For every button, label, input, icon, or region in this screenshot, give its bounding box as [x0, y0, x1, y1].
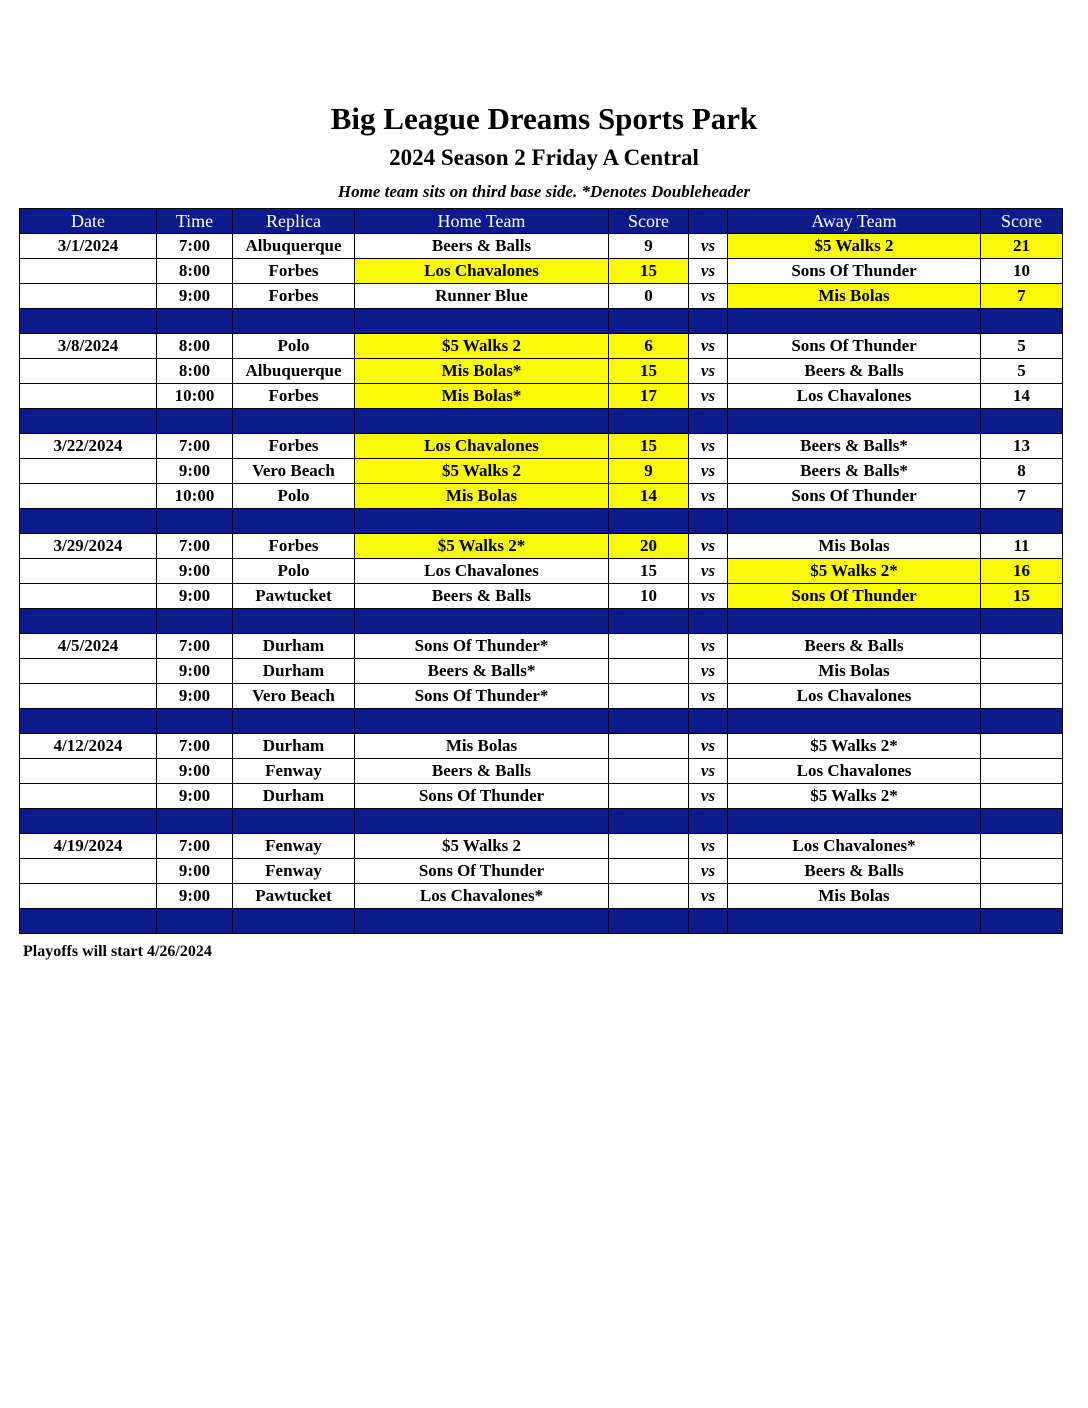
home-score-cell: 20: [609, 534, 689, 559]
vs-cell: vs: [689, 334, 728, 359]
away-team-cell: Mis Bolas: [728, 534, 981, 559]
away-team-cell: Sons Of Thunder: [728, 259, 981, 284]
field-cell: Fenway: [233, 759, 355, 784]
header-date: Date: [20, 209, 157, 234]
date-cell: [20, 259, 157, 284]
game-row: [20, 659, 1063, 684]
separator-cell: [233, 809, 355, 834]
field-cell: Fenway: [233, 859, 355, 884]
week-separator-row: [20, 409, 1063, 434]
separator-cell: [981, 409, 1063, 434]
away-team-cell: Los Chavalones*: [728, 834, 981, 859]
vs-cell: vs: [689, 734, 728, 759]
time-cell: 9:00: [157, 559, 233, 584]
page-title: Big League Dreams Sports Park: [330, 101, 758, 136]
home-score-cell: [609, 834, 689, 859]
date-cell: [20, 859, 157, 884]
game-row: [20, 434, 1063, 459]
week-separator-row: [20, 909, 1063, 934]
separator-cell: [355, 509, 609, 534]
away-team-cell: Mis Bolas: [728, 284, 981, 309]
separator-cell: [981, 309, 1063, 334]
home-team-cell: Beers & Balls*: [355, 659, 609, 684]
separator-cell: [157, 809, 233, 834]
week-separator-row: [20, 509, 1063, 534]
home-team-cell: Sons Of Thunder: [355, 784, 609, 809]
separator-cell: [689, 909, 728, 934]
away-score-cell: 7: [981, 284, 1063, 309]
separator-cell: [233, 309, 355, 334]
game-row: [20, 634, 1063, 659]
away-score-cell: 5: [981, 334, 1063, 359]
separator-cell: [689, 609, 728, 634]
away-team-cell: $5 Walks 2*: [728, 784, 981, 809]
separator-cell: [233, 409, 355, 434]
home-team-cell: Beers & Balls: [355, 234, 609, 259]
away-score-cell: 21: [981, 234, 1063, 259]
home-team-cell: Mis Bolas: [355, 484, 609, 509]
time-cell: 7:00: [157, 534, 233, 559]
date-cell: 3/8/2024: [20, 334, 157, 359]
date-cell: [20, 559, 157, 584]
vs-cell: vs: [689, 234, 728, 259]
separator-cell: [609, 609, 689, 634]
game-row: [20, 234, 1063, 259]
home-team-cell: Mis Bolas: [355, 734, 609, 759]
away-score-cell: 11: [981, 534, 1063, 559]
field-cell: Forbes: [233, 284, 355, 309]
time-cell: 8:00: [157, 334, 233, 359]
separator-cell: [689, 309, 728, 334]
separator-cell: [609, 909, 689, 934]
home-score-cell: 9: [609, 459, 689, 484]
home-score-cell: [609, 734, 689, 759]
away-team-cell: $5 Walks 2: [728, 234, 981, 259]
separator-cell: [20, 909, 157, 934]
game-row: [20, 759, 1063, 784]
home-team-cell: Sons Of Thunder: [355, 859, 609, 884]
time-cell: 7:00: [157, 634, 233, 659]
week-separator-row: [20, 809, 1063, 834]
away-team-cell: Beers & Balls*: [728, 459, 981, 484]
separator-cell: [728, 909, 981, 934]
vs-cell: vs: [689, 559, 728, 584]
vs-cell: vs: [689, 784, 728, 809]
away-score-cell: 14: [981, 384, 1063, 409]
header-vs: [689, 209, 728, 234]
time-cell: 8:00: [157, 359, 233, 384]
field-cell: Vero Beach: [233, 684, 355, 709]
separator-cell: [233, 509, 355, 534]
date-cell: 3/1/2024: [20, 234, 157, 259]
week-separator-row: [20, 309, 1063, 334]
separator-cell: [157, 909, 233, 934]
header-row: [20, 209, 1063, 234]
schedule-note: Home team sits on third base side. *Denotes Doubleheader: [337, 182, 751, 201]
away-team-cell: Los Chavalones: [728, 384, 981, 409]
game-row: [20, 834, 1063, 859]
home-score-cell: 15: [609, 559, 689, 584]
separator-cell: [981, 709, 1063, 734]
home-team-cell: $5 Walks 2: [355, 834, 609, 859]
home-score-cell: [609, 659, 689, 684]
home-team-cell: Los Chavalones: [355, 434, 609, 459]
header-away-team: Away Team: [728, 209, 981, 234]
home-team-cell: Beers & Balls: [355, 759, 609, 784]
home-score-cell: 15: [609, 259, 689, 284]
away-score-cell: [981, 684, 1063, 709]
date-cell: [20, 359, 157, 384]
away-score-cell: 15: [981, 584, 1063, 609]
vs-cell: vs: [689, 634, 728, 659]
field-cell: Pawtucket: [233, 884, 355, 909]
week-separator-row: [20, 609, 1063, 634]
separator-cell: [728, 709, 981, 734]
away-team-cell: Sons Of Thunder: [728, 334, 981, 359]
separator-cell: [233, 709, 355, 734]
separator-cell: [981, 909, 1063, 934]
field-cell: Durham: [233, 734, 355, 759]
separator-cell: [20, 709, 157, 734]
field-cell: Durham: [233, 659, 355, 684]
date-cell: 4/19/2024: [20, 834, 157, 859]
header-home-team: Home Team: [355, 209, 609, 234]
game-row: [20, 459, 1063, 484]
separator-cell: [355, 909, 609, 934]
separator-cell: [20, 809, 157, 834]
field-cell: Albuquerque: [233, 359, 355, 384]
vs-cell: vs: [689, 284, 728, 309]
game-row: [20, 259, 1063, 284]
separator-cell: [355, 809, 609, 834]
vs-cell: vs: [689, 534, 728, 559]
away-score-cell: [981, 759, 1063, 784]
home-team-cell: $5 Walks 2: [355, 459, 609, 484]
separator-cell: [981, 809, 1063, 834]
away-score-cell: 13: [981, 434, 1063, 459]
date-cell: [20, 659, 157, 684]
separator-cell: [20, 609, 157, 634]
schedule-body: [20, 234, 1063, 934]
home-score-cell: 17: [609, 384, 689, 409]
header-away-score: Score: [981, 209, 1063, 234]
separator-cell: [609, 809, 689, 834]
game-row: [20, 534, 1063, 559]
separator-cell: [981, 609, 1063, 634]
date-cell: [20, 784, 157, 809]
separator-cell: [355, 609, 609, 634]
field-cell: Polo: [233, 484, 355, 509]
vs-cell: vs: [689, 384, 728, 409]
separator-cell: [689, 509, 728, 534]
away-team-cell: Los Chavalones: [728, 759, 981, 784]
field-cell: Forbes: [233, 434, 355, 459]
home-score-cell: [609, 684, 689, 709]
home-score-cell: 15: [609, 359, 689, 384]
field-cell: Albuquerque: [233, 234, 355, 259]
game-row: [20, 584, 1063, 609]
field-cell: Pawtucket: [233, 584, 355, 609]
vs-cell: vs: [689, 359, 728, 384]
vs-cell: vs: [689, 684, 728, 709]
separator-cell: [689, 709, 728, 734]
vs-cell: vs: [689, 259, 728, 284]
away-score-cell: 8: [981, 459, 1063, 484]
field-cell: Durham: [233, 784, 355, 809]
date-cell: [20, 684, 157, 709]
separator-cell: [20, 509, 157, 534]
time-cell: 10:00: [157, 484, 233, 509]
time-cell: 9:00: [157, 284, 233, 309]
away-team-cell: Beers & Balls*: [728, 434, 981, 459]
home-team-cell: Mis Bolas*: [355, 359, 609, 384]
away-team-cell: Sons Of Thunder: [728, 584, 981, 609]
date-cell: 3/22/2024: [20, 434, 157, 459]
time-cell: 10:00: [157, 384, 233, 409]
week-separator-row: [20, 709, 1063, 734]
home-score-cell: 0: [609, 284, 689, 309]
vs-cell: vs: [689, 459, 728, 484]
vs-cell: vs: [689, 584, 728, 609]
home-score-cell: [609, 884, 689, 909]
vs-cell: vs: [689, 759, 728, 784]
game-row: [20, 284, 1063, 309]
header-home-score: Score: [609, 209, 689, 234]
home-team-cell: Los Chavalones: [355, 259, 609, 284]
separator-cell: [20, 409, 157, 434]
time-cell: 9:00: [157, 884, 233, 909]
separator-cell: [728, 609, 981, 634]
page-subtitle: 2024 Season 2 Friday A Central: [389, 145, 699, 170]
time-cell: 9:00: [157, 759, 233, 784]
away-team-cell: Mis Bolas: [728, 659, 981, 684]
separator-cell: [233, 609, 355, 634]
away-score-cell: [981, 784, 1063, 809]
home-team-cell: Runner Blue: [355, 284, 609, 309]
field-cell: Durham: [233, 634, 355, 659]
date-cell: [20, 384, 157, 409]
home-score-cell: [609, 784, 689, 809]
separator-cell: [609, 409, 689, 434]
away-team-cell: Beers & Balls: [728, 859, 981, 884]
home-score-cell: 14: [609, 484, 689, 509]
home-team-cell: Los Chavalones*: [355, 884, 609, 909]
game-row: [20, 784, 1063, 809]
time-cell: 9:00: [157, 784, 233, 809]
away-score-cell: [981, 884, 1063, 909]
vs-cell: vs: [689, 434, 728, 459]
away-team-cell: $5 Walks 2*: [728, 734, 981, 759]
separator-cell: [728, 509, 981, 534]
separator-cell: [609, 309, 689, 334]
separator-cell: [157, 709, 233, 734]
time-cell: 9:00: [157, 459, 233, 484]
game-row: [20, 559, 1063, 584]
time-cell: 7:00: [157, 734, 233, 759]
separator-cell: [981, 509, 1063, 534]
separator-cell: [233, 909, 355, 934]
away-score-cell: [981, 834, 1063, 859]
date-cell: 4/5/2024: [20, 634, 157, 659]
separator-cell: [157, 609, 233, 634]
vs-cell: vs: [689, 834, 728, 859]
vs-cell: vs: [689, 884, 728, 909]
separator-cell: [355, 409, 609, 434]
field-cell: Polo: [233, 559, 355, 584]
separator-cell: [728, 309, 981, 334]
home-score-cell: [609, 634, 689, 659]
vs-cell: vs: [689, 859, 728, 884]
schedule-table: [19, 208, 1063, 934]
separator-cell: [689, 409, 728, 434]
home-score-cell: 10: [609, 584, 689, 609]
away-team-cell: $5 Walks 2*: [728, 559, 981, 584]
time-cell: 9:00: [157, 584, 233, 609]
away-team-cell: Mis Bolas: [728, 884, 981, 909]
separator-cell: [157, 409, 233, 434]
field-cell: Forbes: [233, 534, 355, 559]
time-cell: 8:00: [157, 259, 233, 284]
game-row: [20, 384, 1063, 409]
game-row: [20, 859, 1063, 884]
home-team-cell: Sons Of Thunder*: [355, 684, 609, 709]
date-cell: [20, 484, 157, 509]
away-score-cell: 5: [981, 359, 1063, 384]
time-cell: 9:00: [157, 859, 233, 884]
away-score-cell: 10: [981, 259, 1063, 284]
time-cell: 9:00: [157, 659, 233, 684]
away-team-cell: Beers & Balls: [728, 634, 981, 659]
separator-cell: [728, 809, 981, 834]
header-time: Time: [157, 209, 233, 234]
home-team-cell: Sons Of Thunder*: [355, 634, 609, 659]
separator-cell: [689, 809, 728, 834]
home-score-cell: [609, 859, 689, 884]
time-cell: 7:00: [157, 434, 233, 459]
date-cell: 4/12/2024: [20, 734, 157, 759]
home-score-cell: [609, 759, 689, 784]
game-row: [20, 734, 1063, 759]
playoffs-note: Playoffs will start 4/26/2024: [23, 943, 212, 960]
separator-cell: [20, 309, 157, 334]
date-cell: [20, 459, 157, 484]
header-replica: Replica: [233, 209, 355, 234]
home-team-cell: Los Chavalones: [355, 559, 609, 584]
game-row: [20, 484, 1063, 509]
field-cell: Polo: [233, 334, 355, 359]
vs-cell: vs: [689, 659, 728, 684]
game-row: [20, 884, 1063, 909]
separator-cell: [728, 409, 981, 434]
home-score-cell: 6: [609, 334, 689, 359]
time-cell: 7:00: [157, 234, 233, 259]
home-team-cell: $5 Walks 2: [355, 334, 609, 359]
separator-cell: [355, 309, 609, 334]
separator-cell: [157, 309, 233, 334]
separator-cell: [355, 709, 609, 734]
away-team-cell: Los Chavalones: [728, 684, 981, 709]
away-score-cell: 7: [981, 484, 1063, 509]
away-score-cell: [981, 659, 1063, 684]
away-team-cell: Beers & Balls: [728, 359, 981, 384]
away-score-cell: [981, 859, 1063, 884]
away-score-cell: [981, 734, 1063, 759]
away-score-cell: [981, 634, 1063, 659]
time-cell: 9:00: [157, 684, 233, 709]
field-cell: Vero Beach: [233, 459, 355, 484]
date-cell: [20, 884, 157, 909]
home-team-cell: $5 Walks 2*: [355, 534, 609, 559]
away-team-cell: Sons Of Thunder: [728, 484, 981, 509]
time-cell: 7:00: [157, 834, 233, 859]
field-cell: Forbes: [233, 259, 355, 284]
date-cell: 3/29/2024: [20, 534, 157, 559]
game-row: [20, 334, 1063, 359]
game-row: [20, 359, 1063, 384]
game-row: [20, 684, 1063, 709]
home-team-cell: Mis Bolas*: [355, 384, 609, 409]
vs-cell: vs: [689, 484, 728, 509]
home-score-cell: 9: [609, 234, 689, 259]
field-cell: Fenway: [233, 834, 355, 859]
separator-cell: [609, 709, 689, 734]
separator-cell: [609, 509, 689, 534]
home-team-cell: Beers & Balls: [355, 584, 609, 609]
away-score-cell: 16: [981, 559, 1063, 584]
date-cell: [20, 759, 157, 784]
field-cell: Forbes: [233, 384, 355, 409]
home-score-cell: 15: [609, 434, 689, 459]
date-cell: [20, 284, 157, 309]
date-cell: [20, 584, 157, 609]
separator-cell: [157, 509, 233, 534]
